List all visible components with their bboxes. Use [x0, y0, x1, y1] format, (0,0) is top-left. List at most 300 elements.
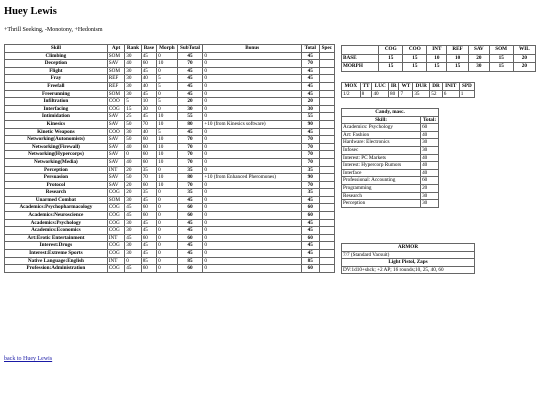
skill-cell: 45 — [177, 219, 203, 227]
skill-cell: 45 — [141, 67, 156, 75]
physical-value: 35 — [413, 90, 430, 98]
candy-cell: 40 — [421, 162, 439, 170]
skill-cell: SAV — [107, 120, 124, 128]
skill-cell: Art:Erotic Entertainment — [5, 234, 108, 242]
skill-cell: 0 — [203, 67, 302, 75]
skill-cell: 5 — [157, 82, 178, 90]
skill-cell: 0 — [157, 105, 178, 113]
skill-cell: 60 — [302, 234, 319, 242]
skill-cell: 70 — [141, 174, 156, 182]
aptitude-cell: 15 — [379, 63, 403, 72]
skill-cell: 20 — [125, 189, 141, 197]
skill-cell — [319, 67, 335, 75]
skill-cell: 90 — [302, 174, 319, 182]
skill-cell — [319, 128, 335, 136]
skill-cell: 0 — [157, 204, 178, 212]
skill-cell: 70 — [177, 158, 203, 166]
skill-cell: 85 — [141, 257, 156, 265]
skill-cell — [319, 212, 335, 220]
skill-row — [5, 212, 335, 220]
skill-cell — [319, 265, 335, 273]
candy-cell: Research — [342, 192, 421, 200]
skill-cell: 15 — [125, 105, 141, 113]
candy-cell: 40 — [421, 169, 439, 177]
skill-cell: 50 — [125, 120, 141, 128]
skill-cell: 45 — [302, 242, 319, 250]
skill-row — [5, 143, 335, 151]
physical-column-header: SPD — [459, 83, 474, 91]
candy-skill-row — [342, 162, 439, 170]
candy-cell: 30 — [421, 192, 439, 200]
skill-cell: 60 — [141, 143, 156, 151]
skill-cell: Research — [5, 189, 108, 197]
skill-cell: 0 — [203, 90, 302, 98]
skill-cell: 10 — [157, 158, 178, 166]
skill-cell: 30 — [125, 219, 141, 227]
skill-cell: +10 (from Kinesics software) — [203, 120, 302, 128]
skill-cell: 45 — [177, 52, 203, 60]
physical-header-row — [342, 83, 475, 91]
skill-cell: 60 — [141, 234, 156, 242]
skill-row — [5, 67, 335, 75]
skill-cell: Interest:Extreme Sports — [5, 250, 108, 258]
skills-column-header: Base — [141, 45, 156, 53]
aptitude-cell: 15 — [489, 63, 513, 72]
aptitude-column-header: INT — [427, 46, 447, 55]
skill-cell: 5 — [157, 98, 178, 106]
candy-cell: 60 — [421, 124, 439, 132]
skill-cell: 60 — [141, 60, 156, 68]
armor-title: ARMOR — [342, 244, 475, 252]
skill-cell: 0 — [203, 151, 302, 159]
skill-cell: 45 — [302, 82, 319, 90]
skill-cell: SOM — [107, 52, 124, 60]
skill-row — [5, 250, 335, 258]
skill-cell: SAV — [107, 60, 124, 68]
skill-cell — [319, 136, 335, 144]
aptitude-column-header: COO — [403, 46, 427, 55]
skill-cell: SAV — [107, 143, 124, 151]
skill-cell: 35 — [141, 166, 156, 174]
aptitude-cell: 15 — [427, 63, 447, 72]
skill-row — [5, 196, 335, 204]
skill-cell: 45 — [177, 242, 203, 250]
skill-cell: 45 — [141, 242, 156, 250]
skills-column-header: Apt — [107, 45, 124, 53]
skill-row — [5, 158, 335, 166]
skill-cell — [319, 227, 335, 235]
skill-cell — [319, 219, 335, 227]
skill-cell: 85 — [302, 257, 319, 265]
skill-cell: Fray — [5, 75, 108, 83]
physical-column-header: INIT — [442, 83, 459, 91]
skill-cell: 45 — [141, 196, 156, 204]
skill-cell — [319, 174, 335, 182]
skill-cell: 5 — [157, 75, 178, 83]
candy-morph-table — [341, 108, 439, 208]
skill-cell: 45 — [302, 67, 319, 75]
skill-cell — [319, 52, 335, 60]
skill-row — [5, 181, 335, 189]
skill-cell: SOM — [107, 67, 124, 75]
skill-cell — [319, 82, 335, 90]
skill-cell: Infiltration — [5, 98, 108, 106]
skill-cell: 0 — [203, 143, 302, 151]
skill-cell: 40 — [125, 60, 141, 68]
skill-cell: 45 — [302, 75, 319, 83]
skill-cell: COG — [107, 189, 124, 197]
skill-row — [5, 204, 335, 212]
skill-cell: Networking(Firewall) — [5, 143, 108, 151]
skill-cell — [319, 196, 335, 204]
skill-cell: 30 — [125, 196, 141, 204]
candy-cell: Professional: Accounting — [342, 177, 421, 185]
skill-cell: 30 — [125, 250, 141, 258]
skill-cell: 35 — [177, 166, 203, 174]
skill-cell: 45 — [125, 234, 141, 242]
candy-skill-header: Skill: — [342, 116, 421, 124]
skill-row — [5, 234, 335, 242]
candy-cell: Art: Fashion — [342, 131, 421, 139]
skill-cell: 30 — [177, 105, 203, 113]
candy-cell: 30 — [421, 146, 439, 154]
aptitude-cell: 20 — [513, 63, 535, 72]
candy-cell: 40 — [421, 154, 439, 162]
skill-cell: 5 — [157, 128, 178, 136]
physical-column-header: DUR — [413, 83, 430, 91]
candy-skill-row — [342, 192, 439, 200]
skill-cell: 30 — [125, 90, 141, 98]
skill-cell: 45 — [177, 250, 203, 258]
skill-cell: Protocol — [5, 181, 108, 189]
aptitude-cell: 10 — [427, 54, 447, 63]
skill-cell: 0 — [203, 98, 302, 106]
candy-cell: Academics: Psychology — [342, 124, 421, 132]
skill-cell: 35 — [177, 189, 203, 197]
skill-cell: 45 — [141, 113, 156, 121]
skill-cell: 0 — [157, 234, 178, 242]
skill-cell: 20 — [125, 166, 141, 174]
skill-row — [5, 98, 335, 106]
skill-cell: 0 — [203, 136, 302, 144]
skill-cell — [319, 113, 335, 121]
page-title: Huey Lewis — [4, 6, 57, 17]
skill-cell: 0 — [203, 60, 302, 68]
skill-cell: 20 — [302, 98, 319, 106]
candy-skill-row — [342, 131, 439, 139]
candy-skill-row — [342, 169, 439, 177]
skill-cell: INT — [107, 257, 124, 265]
physical-value: 8 — [360, 90, 372, 98]
skill-cell: COG — [107, 265, 124, 273]
skill-cell: 0 — [157, 166, 178, 174]
skills-header-row — [5, 45, 335, 53]
aptitude-table — [341, 45, 536, 72]
candy-title: Candy, masc. — [342, 109, 439, 117]
skill-cell: 0 — [203, 166, 302, 174]
skill-cell: 45 — [302, 250, 319, 258]
skill-cell: 10 — [157, 174, 178, 182]
skill-row — [5, 227, 335, 235]
skill-cell: INT — [107, 234, 124, 242]
skill-cell: 35 — [141, 189, 156, 197]
skill-cell: Unarmed Combat — [5, 196, 108, 204]
skills-column-header: SubTotal — [177, 45, 203, 53]
skill-cell: 30 — [141, 105, 156, 113]
skill-cell: 0 — [203, 105, 302, 113]
skill-row — [5, 265, 335, 273]
skill-cell: 60 — [141, 212, 156, 220]
skill-cell: Interfacing — [5, 105, 108, 113]
skill-cell: 45 — [141, 219, 156, 227]
skill-cell: 10 — [157, 151, 178, 159]
physical-value: 1/2 — [342, 90, 361, 98]
skill-cell: 45 — [125, 204, 141, 212]
skill-cell — [319, 242, 335, 250]
skill-cell: 85 — [177, 257, 203, 265]
skill-cell: SAV — [107, 158, 124, 166]
skill-cell: 60 — [141, 151, 156, 159]
skill-cell: 40 — [125, 158, 141, 166]
skill-row — [5, 174, 335, 182]
skill-cell: 0 — [157, 212, 178, 220]
skill-row — [5, 90, 335, 98]
skill-cell: 0 — [203, 128, 302, 136]
candy-skill-row — [342, 177, 439, 185]
skill-cell: 0 — [203, 52, 302, 60]
skill-cell: Interest:Drugs — [5, 242, 108, 250]
skill-cell: 70 — [302, 181, 319, 189]
skill-cell: 45 — [177, 128, 203, 136]
skill-cell — [319, 75, 335, 83]
skill-cell: Deception — [5, 60, 108, 68]
skill-cell: Flight — [5, 67, 108, 75]
skill-cell: 10 — [141, 98, 156, 106]
skill-cell: 0 — [125, 257, 141, 265]
weapon-stats: DV:1d10+shck; +2 AP; 16 rounds;10, 25, 40, 60 — [342, 266, 475, 274]
skill-cell: 70 — [177, 143, 203, 151]
skill-cell: 70 — [302, 151, 319, 159]
skill-cell: Academics:Psychopharmacology — [5, 204, 108, 212]
skill-cell: 0 — [157, 196, 178, 204]
skill-cell — [319, 166, 335, 174]
aptitude-cell: 15 — [447, 63, 469, 72]
aptitude-cell: 20 — [468, 54, 489, 63]
skill-cell: 45 — [177, 82, 203, 90]
skill-cell — [319, 189, 335, 197]
skill-cell: 60 — [141, 265, 156, 273]
skill-cell: 30 — [125, 227, 141, 235]
skill-cell: 20 — [125, 181, 141, 189]
skill-cell: 70 — [177, 136, 203, 144]
skill-cell: Academics:Economics — [5, 227, 108, 235]
skill-cell: 30 — [302, 105, 319, 113]
skill-cell: 0 — [157, 189, 178, 197]
skill-cell: 0 — [203, 265, 302, 273]
candy-cell: Interest: PC Markets — [342, 154, 421, 162]
candy-skill-row — [342, 146, 439, 154]
skill-cell: 10 — [157, 181, 178, 189]
skill-cell: 45 — [302, 196, 319, 204]
skill-cell: 30 — [125, 67, 141, 75]
skill-cell: COG — [107, 250, 124, 258]
skill-cell: 45 — [141, 52, 156, 60]
skills-column-header: Skill — [5, 45, 108, 53]
skill-cell: 70 — [302, 143, 319, 151]
skills-column-header: Bonus — [203, 45, 302, 53]
skill-cell: 45 — [302, 90, 319, 98]
skill-cell: Freerunning — [5, 90, 108, 98]
skill-cell: 60 — [302, 212, 319, 220]
skill-cell: INT — [107, 166, 124, 174]
aptitude-cell: 20 — [513, 54, 535, 63]
candy-cell: 30 — [421, 200, 439, 208]
physical-column-header: DR — [430, 83, 442, 91]
skill-cell: Kinesics — [5, 120, 108, 128]
aptitude-cell: 15 — [403, 63, 427, 72]
skill-cell: 0 — [157, 52, 178, 60]
skill-row — [5, 113, 335, 121]
skill-cell: 5 — [125, 98, 141, 106]
skill-cell: 60 — [141, 204, 156, 212]
skill-cell: Persuasion — [5, 174, 108, 182]
aptitude-row — [342, 54, 536, 63]
weapon-title: Light Pistol, Zaps — [342, 259, 475, 267]
candy-cell: 60 — [421, 177, 439, 185]
skill-cell: 0 — [203, 242, 302, 250]
skill-cell: 0 — [157, 265, 178, 273]
skill-cell: 60 — [141, 158, 156, 166]
skill-cell — [319, 143, 335, 151]
skill-cell: Intimidation — [5, 113, 108, 121]
skill-cell — [319, 234, 335, 242]
aptitude-cell: 15 — [379, 54, 403, 63]
skill-row — [5, 60, 335, 68]
skill-cell: 0 — [157, 257, 178, 265]
skill-cell — [319, 105, 335, 113]
skill-cell: COG — [107, 212, 124, 220]
skill-cell: 0 — [157, 90, 178, 98]
skill-cell: 35 — [302, 189, 319, 197]
skill-cell: 80 — [177, 174, 203, 182]
candy-skill-row — [342, 154, 439, 162]
aptitude-cell: 30 — [468, 63, 489, 72]
skill-cell: Networking(Hypercorps) — [5, 151, 108, 159]
skill-cell: 0 — [157, 219, 178, 227]
skill-cell — [319, 181, 335, 189]
skill-cell: 50 — [125, 174, 141, 182]
skill-cell: 60 — [177, 234, 203, 242]
aptitude-column-header: SOM — [489, 46, 513, 55]
skill-row — [5, 136, 335, 144]
candy-skill-row — [342, 124, 439, 132]
skill-cell: 45 — [302, 227, 319, 235]
skill-cell: 0 — [203, 181, 302, 189]
skill-cell: Perception — [5, 166, 108, 174]
skills-column-header: Total — [302, 45, 319, 53]
skill-cell: REF — [107, 82, 124, 90]
skill-row — [5, 52, 335, 60]
skill-cell: 45 — [302, 52, 319, 60]
skill-cell: 45 — [177, 90, 203, 98]
skill-cell: 0 — [203, 113, 302, 121]
skill-cell: 0 — [203, 219, 302, 227]
skill-cell: Climbing — [5, 52, 108, 60]
armor-table — [341, 243, 475, 274]
skill-cell: 10 — [157, 60, 178, 68]
candy-total-header: Total: — [421, 116, 439, 124]
skill-cell: 70 — [177, 181, 203, 189]
back-link[interactable]: back to Huey Lewis — [4, 356, 53, 362]
aptitude-cell: 15 — [489, 54, 513, 63]
aptitude-column-header — [342, 46, 379, 55]
aptitude-header-row — [342, 46, 536, 55]
skill-cell: 45 — [125, 212, 141, 220]
aptitude-cell: 15 — [403, 54, 427, 63]
skill-cell: 45 — [177, 227, 203, 235]
skill-row — [5, 120, 335, 128]
skill-cell: 70 — [302, 60, 319, 68]
skill-cell: COO — [107, 98, 124, 106]
aptitude-column-header: WIL — [513, 46, 535, 55]
skill-cell: COG — [107, 105, 124, 113]
physical-value: 7 — [399, 90, 413, 98]
aptitude-cell: BASE — [342, 54, 379, 63]
skill-cell: 45 — [141, 90, 156, 98]
skill-cell: 40 — [125, 143, 141, 151]
skills-column-header: Spec — [319, 45, 335, 53]
armor-value: 7/7 (Standard Vacsuit) — [342, 251, 475, 259]
skill-cell: 30 — [125, 82, 141, 90]
skill-cell: COG — [107, 204, 124, 212]
skill-cell: SAV — [107, 151, 124, 159]
physical-column-header: IR — [389, 83, 399, 91]
skill-cell: REF — [107, 75, 124, 83]
skill-cell: 0 — [203, 234, 302, 242]
skill-cell: 0 — [203, 75, 302, 83]
skill-cell: 40 — [141, 128, 156, 136]
skills-table — [4, 44, 335, 273]
skill-cell — [319, 250, 335, 258]
skill-cell: 60 — [177, 204, 203, 212]
skill-cell: 0 — [203, 189, 302, 197]
candy-cell: Programming — [342, 184, 421, 192]
skill-cell: 45 — [302, 128, 319, 136]
skill-cell: 0 — [203, 250, 302, 258]
skill-cell: 45 — [177, 196, 203, 204]
skill-row — [5, 75, 335, 83]
skill-cell: 40 — [141, 75, 156, 83]
skill-cell: 20 — [177, 98, 203, 106]
skill-cell: SAV — [107, 181, 124, 189]
skill-row — [5, 166, 335, 174]
skill-cell: Kinetic Weapons — [5, 128, 108, 136]
skill-cell — [319, 158, 335, 166]
skill-cell: SOM — [107, 90, 124, 98]
skill-cell: 30 — [125, 242, 141, 250]
skill-cell: 35 — [302, 166, 319, 174]
skill-cell: 45 — [125, 265, 141, 273]
skill-cell: 0 — [203, 196, 302, 204]
skill-row — [5, 219, 335, 227]
physical-column-header: MOX — [342, 83, 361, 91]
candy-cell: Hardware: Electronics — [342, 139, 421, 147]
skill-cell: 60 — [177, 265, 203, 273]
candy-cell: 30 — [421, 139, 439, 147]
skill-cell: 60 — [302, 204, 319, 212]
skill-cell: 0 — [125, 151, 141, 159]
skill-cell: 45 — [177, 67, 203, 75]
